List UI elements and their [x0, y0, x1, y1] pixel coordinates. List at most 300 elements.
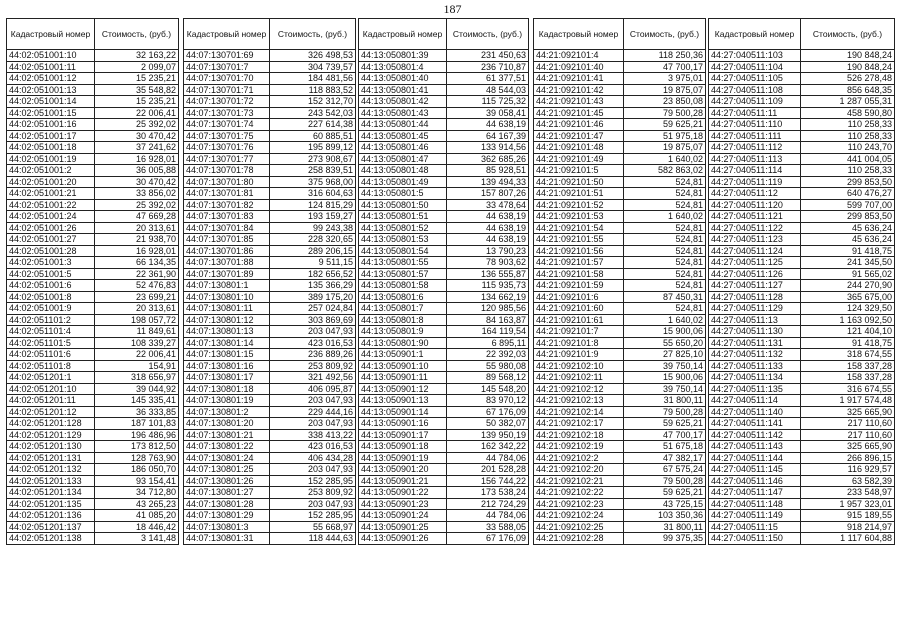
table-row — [534, 498, 706, 510]
cadastral-number-cell: 44:02:051201:132 — [7, 464, 95, 476]
table-row — [359, 303, 529, 315]
cost-cell: 67 176,09 — [447, 406, 529, 418]
cost-cell: 304 739,57 — [270, 61, 356, 73]
table-row — [709, 73, 895, 85]
cost-cell: 22 006,41 — [95, 349, 179, 361]
cadastral-number-cell: 44:02:051001:17 — [7, 130, 95, 142]
cost-cell: 389 175,20 — [270, 291, 356, 303]
cadastral-number-cell: 44:02:051201:12 — [7, 406, 95, 418]
cost-cell: 55 980,08 — [447, 360, 529, 372]
cost-cell: 273 908,67 — [270, 153, 356, 165]
cadastral-number-cell: 44:21:092101:58 — [534, 268, 624, 280]
table-row — [359, 176, 529, 188]
cadastral-number-cell: 44:13:050801:47 — [359, 153, 447, 165]
cost-cell: 118 883,52 — [270, 84, 356, 96]
cost-cell: 25 392,02 — [95, 119, 179, 131]
cadastral-number-cell: 44:13:050901:19 — [359, 452, 447, 464]
cost-cell: 9 511,15 — [270, 257, 356, 269]
cost-cell: 50 382,07 — [447, 418, 529, 430]
cadastral-number-cell: 44:02:051001:10 — [7, 50, 95, 62]
table-row — [709, 452, 895, 464]
header-cadastral-number: Кадастровый номер — [534, 19, 624, 50]
cost-cell: 22 361,90 — [95, 268, 179, 280]
header-cost: Стоимость, (руб.) — [447, 19, 529, 50]
cadastral-number-cell: 44:13:050901:26 — [359, 533, 447, 545]
cost-cell: 135 366,29 — [270, 280, 356, 292]
table-row — [709, 176, 895, 188]
cadastral-number-cell: 44:27:040511:129 — [709, 303, 801, 315]
cost-cell: 228 320,65 — [270, 234, 356, 246]
table-row — [7, 61, 179, 73]
cadastral-number-cell: 44:07:130801:10 — [184, 291, 270, 303]
table-row — [7, 291, 179, 303]
table-row — [534, 487, 706, 499]
table-row — [7, 533, 179, 545]
table-row — [709, 234, 895, 246]
cost-cell: 35 548,82 — [95, 84, 179, 96]
cadastral-number-cell: 44:02:051101:4 — [7, 326, 95, 338]
cost-cell: 299 853,50 — [801, 211, 895, 223]
cost-cell: 27 825,10 — [624, 349, 706, 361]
cadastral-number-cell: 44:13:050801:53 — [359, 234, 447, 246]
cadastral-number-cell: 44:27:040511:112 — [709, 142, 801, 154]
cadastral-table-2 — [183, 18, 356, 545]
cadastral-number-cell: 44:27:040511:131 — [709, 337, 801, 349]
cost-cell: 1 957 323,01 — [801, 498, 895, 510]
cadastral-number-cell: 44:27:040511:146 — [709, 475, 801, 487]
table-row — [184, 291, 356, 303]
table-row — [184, 222, 356, 234]
cadastral-number-cell: 44:13:050901:12 — [359, 383, 447, 395]
cadastral-number-cell: 44:27:040511:114 — [709, 165, 801, 177]
cadastral-number-cell: 44:21:092101:4 — [534, 50, 624, 62]
table-row — [184, 268, 356, 280]
table-row — [709, 429, 895, 441]
table-row — [184, 533, 356, 545]
cost-cell: 44 784,06 — [447, 452, 529, 464]
table-row — [709, 96, 895, 108]
cadastral-number-cell: 44:27:040511:148 — [709, 498, 801, 510]
cadastral-number-cell: 44:07:130801:21 — [184, 429, 270, 441]
cadastral-number-cell: 44:21:092102:14 — [534, 406, 624, 418]
cadastral-number-cell: 44:21:092101:6 — [534, 291, 624, 303]
cadastral-number-cell: 44:13:050901:20 — [359, 464, 447, 476]
cadastral-number-cell: 44:07:130801:26 — [184, 475, 270, 487]
table-row — [184, 84, 356, 96]
cost-cell: 13 790,23 — [447, 245, 529, 257]
cadastral-number-cell: 44:21:092102:19 — [534, 441, 624, 453]
table-row — [359, 199, 529, 211]
cadastral-number-cell: 44:27:040511:123 — [709, 234, 801, 246]
table-row — [359, 234, 529, 246]
cost-cell: 203 047,93 — [270, 498, 356, 510]
header-cost: Стоимость, (руб.) — [801, 19, 895, 50]
cadastral-number-cell: 44:27:040511:120 — [709, 199, 801, 211]
cost-cell: 182 656,52 — [270, 268, 356, 280]
cost-cell: 152 285,95 — [270, 475, 356, 487]
cadastral-number-cell: 44:02:051001:9 — [7, 303, 95, 315]
cost-cell: 325 665,90 — [801, 441, 895, 453]
cost-cell: 365 675,00 — [801, 291, 895, 303]
table-row — [534, 130, 706, 142]
cadastral-number-cell: 44:02:051001:27 — [7, 234, 95, 246]
cadastral-number-cell: 44:07:130801:15 — [184, 349, 270, 361]
table-row — [184, 464, 356, 476]
table-row — [359, 349, 529, 361]
table-row — [534, 441, 706, 453]
cost-cell: 61 377,51 — [447, 73, 529, 85]
cost-cell: 79 500,28 — [624, 475, 706, 487]
table-row — [534, 119, 706, 131]
table-row — [184, 199, 356, 211]
table-row — [359, 268, 529, 280]
cost-cell: 47 669,28 — [95, 211, 179, 223]
cost-cell: 1 640,02 — [624, 153, 706, 165]
cost-cell: 524,81 — [624, 188, 706, 200]
cadastral-number-cell: 44:21:092101:8 — [534, 337, 624, 349]
cost-cell: 115 935,73 — [447, 280, 529, 292]
cost-cell: 257 024,84 — [270, 303, 356, 315]
cadastral-number-cell: 44:27:040511:133 — [709, 360, 801, 372]
cost-cell: 244 270,90 — [801, 280, 895, 292]
table-row — [359, 314, 529, 326]
cadastral-number-cell: 44:13:050901:18 — [359, 441, 447, 453]
table-row — [184, 360, 356, 372]
cost-cell: 19 875,07 — [624, 142, 706, 154]
table-row — [534, 257, 706, 269]
table-row — [359, 96, 529, 108]
cost-cell: 52 476,83 — [95, 280, 179, 292]
cost-cell: 44 784,06 — [447, 510, 529, 522]
table-row — [534, 475, 706, 487]
cadastral-number-cell: 44:27:040511:110 — [709, 119, 801, 131]
cost-cell: 198 057,72 — [95, 314, 179, 326]
header-cost: Стоимость, (руб.) — [95, 19, 179, 50]
cost-cell: 55 668,97 — [270, 521, 356, 533]
cadastral-number-cell: 44:27:040511:111 — [709, 130, 801, 142]
table-row — [7, 487, 179, 499]
cost-cell: 20 313,61 — [95, 222, 179, 234]
table-row — [184, 429, 356, 441]
cost-cell: 15 235,21 — [95, 96, 179, 108]
table-row — [7, 119, 179, 131]
table-row — [184, 176, 356, 188]
cost-cell: 84 163,87 — [447, 314, 529, 326]
table-row — [534, 303, 706, 315]
cadastral-number-cell: 44:13:050801:39 — [359, 50, 447, 62]
table-row — [184, 383, 356, 395]
cost-cell: 158 337,28 — [801, 360, 895, 372]
table-row — [359, 452, 529, 464]
table-row — [184, 452, 356, 464]
cost-cell: 16 928,01 — [95, 153, 179, 165]
cadastral-number-cell: 44:07:130701:88 — [184, 257, 270, 269]
cadastral-number-cell: 44:21:092102:21 — [534, 475, 624, 487]
cadastral-number-cell: 44:21:092102:20 — [534, 464, 624, 476]
cost-cell: 186 050,70 — [95, 464, 179, 476]
cadastral-number-cell: 44:27:040511:125 — [709, 257, 801, 269]
cost-cell: 203 047,93 — [270, 326, 356, 338]
cadastral-number-cell: 44:13:050801:44 — [359, 119, 447, 131]
cadastral-number-cell: 44:27:040511:147 — [709, 487, 801, 499]
cost-cell: 124 329,50 — [801, 303, 895, 315]
cadastral-number-cell: 44:02:051001:5 — [7, 268, 95, 280]
cost-cell: 43 265,23 — [95, 498, 179, 510]
cadastral-number-cell: 44:27:040511:127 — [709, 280, 801, 292]
cadastral-number-cell: 44:02:051201:131 — [7, 452, 95, 464]
cost-cell: 203 047,93 — [270, 395, 356, 407]
cadastral-number-cell: 44:13:050801:48 — [359, 165, 447, 177]
table-row — [184, 303, 356, 315]
table-row — [709, 487, 895, 499]
table-row — [709, 119, 895, 131]
table-row — [359, 222, 529, 234]
cadastral-number-cell: 44:07:130801:16 — [184, 360, 270, 372]
cadastral-number-cell: 44:21:092102:22 — [534, 487, 624, 499]
table-row — [709, 349, 895, 361]
table-row — [534, 199, 706, 211]
cost-cell: 47 382,17 — [624, 452, 706, 464]
cadastral-number-cell: 44:27:040511:15 — [709, 521, 801, 533]
cadastral-number-cell: 44:13:050801:49 — [359, 176, 447, 188]
table-row — [184, 142, 356, 154]
table-row — [184, 326, 356, 338]
cost-cell: 41 085,20 — [95, 510, 179, 522]
cost-cell: 164 119,54 — [447, 326, 529, 338]
cadastral-number-cell: 44:02:051001:11 — [7, 61, 95, 73]
cost-cell: 524,81 — [624, 303, 706, 315]
cost-cell: 60 885,51 — [270, 130, 356, 142]
cadastral-number-cell: 44:13:050901:21 — [359, 475, 447, 487]
cost-cell: 152 285,95 — [270, 510, 356, 522]
cost-cell: 326 498,53 — [270, 50, 356, 62]
cost-cell: 524,81 — [624, 222, 706, 234]
cost-cell: 3 141,48 — [95, 533, 179, 545]
cadastral-number-cell: 44:21:092101:51 — [534, 188, 624, 200]
cost-cell: 39 058,41 — [447, 107, 529, 119]
table-row — [359, 61, 529, 73]
table-row — [709, 257, 895, 269]
table-row — [534, 153, 706, 165]
cost-cell: 406 095,87 — [270, 383, 356, 395]
cost-cell: 23 699,21 — [95, 291, 179, 303]
header-cadastral-number: Кадастровый номер — [184, 19, 270, 50]
cadastral-number-cell: 44:07:130701:86 — [184, 245, 270, 257]
cost-cell: 316 604,63 — [270, 188, 356, 200]
cost-cell: 33 478,64 — [447, 199, 529, 211]
table-row — [7, 475, 179, 487]
cost-cell: 110 258,33 — [801, 165, 895, 177]
table-row — [534, 418, 706, 430]
table-row — [534, 61, 706, 73]
cost-cell: 33 856,02 — [95, 188, 179, 200]
cost-cell: 64 167,39 — [447, 130, 529, 142]
table-row — [709, 314, 895, 326]
cost-cell: 1 640,02 — [624, 211, 706, 223]
cost-cell: 67 575,24 — [624, 464, 706, 476]
cadastral-number-cell: 44:21:092102:24 — [534, 510, 624, 522]
table-row — [534, 222, 706, 234]
cadastral-number-cell: 44:02:051001:19 — [7, 153, 95, 165]
table-row — [7, 222, 179, 234]
cadastral-number-cell: 44:27:040511:124 — [709, 245, 801, 257]
cadastral-number-cell: 44:13:050801:46 — [359, 142, 447, 154]
cost-cell: 526 278,48 — [801, 73, 895, 85]
header-cost: Стоимость, (руб.) — [270, 19, 356, 50]
cost-cell: 43 725,15 — [624, 498, 706, 510]
table-row — [534, 188, 706, 200]
cost-cell: 99 243,38 — [270, 222, 356, 234]
cadastral-number-cell: 44:07:130801:28 — [184, 498, 270, 510]
cadastral-number-cell: 44:21:092102:18 — [534, 429, 624, 441]
cost-cell: 243 542,03 — [270, 107, 356, 119]
table-row — [709, 199, 895, 211]
cost-cell: 236 889,26 — [270, 349, 356, 361]
cadastral-number-cell: 44:21:092102:12 — [534, 383, 624, 395]
cost-cell: 39 750,14 — [624, 383, 706, 395]
cost-cell: 36 005,88 — [95, 165, 179, 177]
cost-cell: 59 625,21 — [624, 487, 706, 499]
cost-cell: 15 235,21 — [95, 73, 179, 85]
table-row — [7, 96, 179, 108]
table-row — [534, 142, 706, 154]
cadastral-number-cell: 44:07:130701:83 — [184, 211, 270, 223]
table-row — [359, 142, 529, 154]
table-row — [7, 314, 179, 326]
table-row — [359, 464, 529, 476]
table-row — [359, 84, 529, 96]
table-row — [184, 96, 356, 108]
cost-cell: 45 636,24 — [801, 234, 895, 246]
cadastral-number-cell: 44:07:130801:19 — [184, 395, 270, 407]
table-row — [709, 280, 895, 292]
table-row — [709, 326, 895, 338]
table-row — [184, 165, 356, 177]
cadastral-number-cell: 44:27:040511:12 — [709, 188, 801, 200]
cadastral-number-cell: 44:27:040511:149 — [709, 510, 801, 522]
cost-cell: 30 470,42 — [95, 130, 179, 142]
cadastral-number-cell: 44:13:050901:16 — [359, 418, 447, 430]
cadastral-number-cell: 44:07:130701:77 — [184, 153, 270, 165]
table-row — [534, 510, 706, 522]
cadastral-number-cell: 44:07:130801:25 — [184, 464, 270, 476]
table-row — [709, 153, 895, 165]
cost-cell: 31 800,11 — [624, 521, 706, 533]
table-row — [7, 303, 179, 315]
table-row — [709, 360, 895, 372]
cost-cell: 51 675,18 — [624, 441, 706, 453]
cadastral-number-cell: 44:07:130701:76 — [184, 142, 270, 154]
cadastral-number-cell: 44:13:050801:5 — [359, 188, 447, 200]
cost-cell: 173 538,24 — [447, 487, 529, 499]
table-row — [709, 521, 895, 533]
table-row — [359, 372, 529, 384]
cost-cell: 79 500,28 — [624, 406, 706, 418]
cadastral-number-cell: 44:02:051001:8 — [7, 291, 95, 303]
cadastral-number-cell: 44:02:051201:128 — [7, 418, 95, 430]
cadastral-number-cell: 44:21:092102:28 — [534, 533, 624, 545]
cost-cell: 582 863,02 — [624, 165, 706, 177]
cost-cell: 524,81 — [624, 257, 706, 269]
cost-cell: 120 985,56 — [447, 303, 529, 315]
cost-cell: 118 444,63 — [270, 533, 356, 545]
cadastral-number-cell: 44:27:040511:119 — [709, 176, 801, 188]
cost-cell: 51 975,18 — [624, 130, 706, 142]
table-row — [7, 498, 179, 510]
header-cadastral-number: Кадастровый номер — [7, 19, 95, 50]
cadastral-number-cell: 44:13:050801:50 — [359, 199, 447, 211]
cost-cell: 253 809,92 — [270, 360, 356, 372]
cost-cell: 321 492,56 — [270, 372, 356, 384]
cadastral-number-cell: 44:02:051201:134 — [7, 487, 95, 499]
table-row — [184, 395, 356, 407]
cadastral-number-cell: 44:21:092101:52 — [534, 199, 624, 211]
cost-cell: 15 900,06 — [624, 326, 706, 338]
cost-cell: 599 707,00 — [801, 199, 895, 211]
cost-cell: 441 004,05 — [801, 153, 895, 165]
cadastral-number-cell: 44:07:130701:69 — [184, 50, 270, 62]
cost-cell: 139 950,19 — [447, 429, 529, 441]
cost-cell: 23 850,08 — [624, 96, 706, 108]
cadastral-number-cell: 44:13:050801:45 — [359, 130, 447, 142]
cadastral-number-cell: 44:21:092101:57 — [534, 257, 624, 269]
cost-cell: 162 342,22 — [447, 441, 529, 453]
cadastral-number-cell: 44:13:050901:17 — [359, 429, 447, 441]
cost-cell: 139 494,33 — [447, 176, 529, 188]
table-row — [534, 360, 706, 372]
cadastral-number-cell: 44:27:040511:128 — [709, 291, 801, 303]
cost-cell: 258 839,51 — [270, 165, 356, 177]
table-row — [7, 418, 179, 430]
cost-cell: 201 528,28 — [447, 464, 529, 476]
cost-cell: 22 392,03 — [447, 349, 529, 361]
table-row — [7, 406, 179, 418]
table-row — [7, 268, 179, 280]
cost-cell: 39 044,92 — [95, 383, 179, 395]
cadastral-number-cell: 44:21:092101:46 — [534, 119, 624, 131]
cadastral-number-cell: 44:27:040511:11 — [709, 107, 801, 119]
table-row — [7, 84, 179, 96]
cadastral-number-cell: 44:07:130801:1 — [184, 280, 270, 292]
table-row — [184, 337, 356, 349]
table-row — [709, 406, 895, 418]
cadastral-number-cell: 44:02:051201:133 — [7, 475, 95, 487]
cadastral-number-cell: 44:21:092101:7 — [534, 326, 624, 338]
table-row — [7, 211, 179, 223]
cadastral-number-cell: 44:13:050901:25 — [359, 521, 447, 533]
cadastral-number-cell: 44:02:051201:10 — [7, 383, 95, 395]
cadastral-number-cell: 44:07:130801:17 — [184, 372, 270, 384]
table-row — [359, 533, 529, 545]
cost-cell: 39 750,14 — [624, 360, 706, 372]
cost-cell: 236 710,87 — [447, 61, 529, 73]
cadastral-number-cell: 44:02:051201:137 — [7, 521, 95, 533]
table-row — [534, 268, 706, 280]
table-row — [359, 119, 529, 131]
cost-cell: 289 206,15 — [270, 245, 356, 257]
table-row — [184, 498, 356, 510]
table-row — [534, 464, 706, 476]
cost-cell: 233 548,97 — [801, 487, 895, 499]
cadastral-number-cell: 44:13:050901:23 — [359, 498, 447, 510]
table-row — [709, 498, 895, 510]
cost-cell: 110 258,33 — [801, 119, 895, 131]
table-row — [184, 188, 356, 200]
cadastral-table-3 — [358, 18, 529, 545]
cadastral-number-cell: 44:02:051001:26 — [7, 222, 95, 234]
cost-cell: 217 110,60 — [801, 429, 895, 441]
cadastral-number-cell: 44:21:092101:53 — [534, 211, 624, 223]
